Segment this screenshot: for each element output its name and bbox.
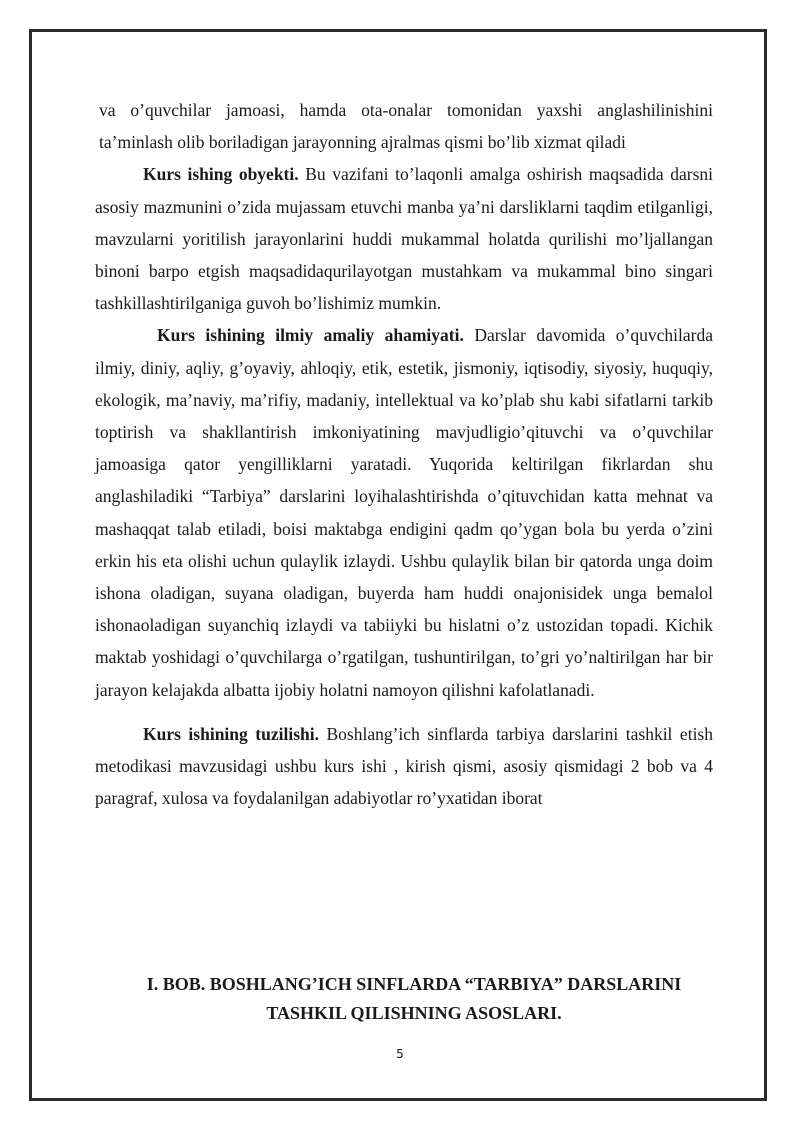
- significance-heading: Kurs ishining ilmiy amaliy ahamiyati.: [157, 325, 464, 346]
- object-paragraph: [95, 158, 713, 319]
- chapter-title: [95, 970, 733, 1028]
- object-text: Bu vazifani to’laqonli amalga oshirish maqsadida darsni asosiy mazmunini o’zida mujassam etuvchi manba ya’ni darsliklarni taqdim etilganligi, mavzularni yoritilish jarayonlarini huddi mukammal holatda qurilishi mo’ljallangan binoni barpo etgish maqsadidaqurilayotgan mustahkam va mukammal bino singari tashkillashtirilganiga guvoh bo’lishimiz mumkin.: [95, 164, 713, 314]
- structure-text: Boshlang’ich sinflarda tarbiya darslarini tashkil etish metodikasi mavzusidagi ushbu kurs ishi , kirish qismi, asosiy qismidagi 2 bob va 4 paragraf, xulosa va foydalanilgan adabiyotlar ro’yxatidan iborat: [95, 723, 713, 809]
- significance-paragraph: [95, 319, 713, 705]
- structure-paragraph: [95, 718, 713, 815]
- page-number: 5: [396, 1047, 404, 1061]
- document-body: [95, 94, 713, 814]
- opening-paragraph: va o’quvchilar jamoasi, hamda ota-onalar tomonidan yaxshi anglashilinishini ta’minlash olib boriladigan jarayonning ajralmas qismi bo’lib xizmat qiladi: [99, 100, 713, 153]
- structure-heading: Kurs ishining tuzilishi.: [143, 723, 319, 744]
- significance-text: Darslar davomida o’quvchilarda ilmiy, diniy, aqliy, g’oyaviy, ahloqiy, etik, estetik, jismoniy, iqtisodiy, siyosiy, huquqiy, ekologik, ma’naviy, ma’rifiy, madaniy, intellektual va ko’plab shu kabi sifatlarni tarkib toptirish va shakllantirish imkoniyatining mavjudligio’qituvchi va o’quvchilar jamoasiga qator yengilliklarni yaratadi. Yuqorida keltirilgan fikrlardan shu anglashiladiki “Tarbiya” darslarini loyihalashtirishda o’qituvchidan katta mehnat va mashaqqat talab etiladi, boisi maktabga endigini qadm qo’ygan bola bu yerda o’zini erkin his eta olishi uchun qulaylik izlaydi. Ushbu qulaylik bilan bir qatorda unga doim ishona oladigan, suyana oladigan, buyerda ham huddi onajonisidek unga bemalol ishonaoladigan suyanchiq izlaydi va tabiiyki bu hislatni o’z ustozidan topadi. Kichik maktab yoshidagi o’quvchilarga o’rgatilgan, tushuntirilgan, to’gri yo’naltirilgan har bir jarayon kelajakda albatta ijobiy holatni namoyon qilishni kafolatlanadi.: [95, 325, 713, 700]
- object-heading: Kurs ishing obyekti.: [143, 164, 299, 185]
- chapter-title-line2: TASHKIL QILISHNING ASOSLARI.: [266, 1003, 562, 1023]
- chapter-title-line1: I. BOB. BOSHLANG’ICH SINFLARDA “TARBIYA” DARSLARINI: [146, 974, 682, 994]
